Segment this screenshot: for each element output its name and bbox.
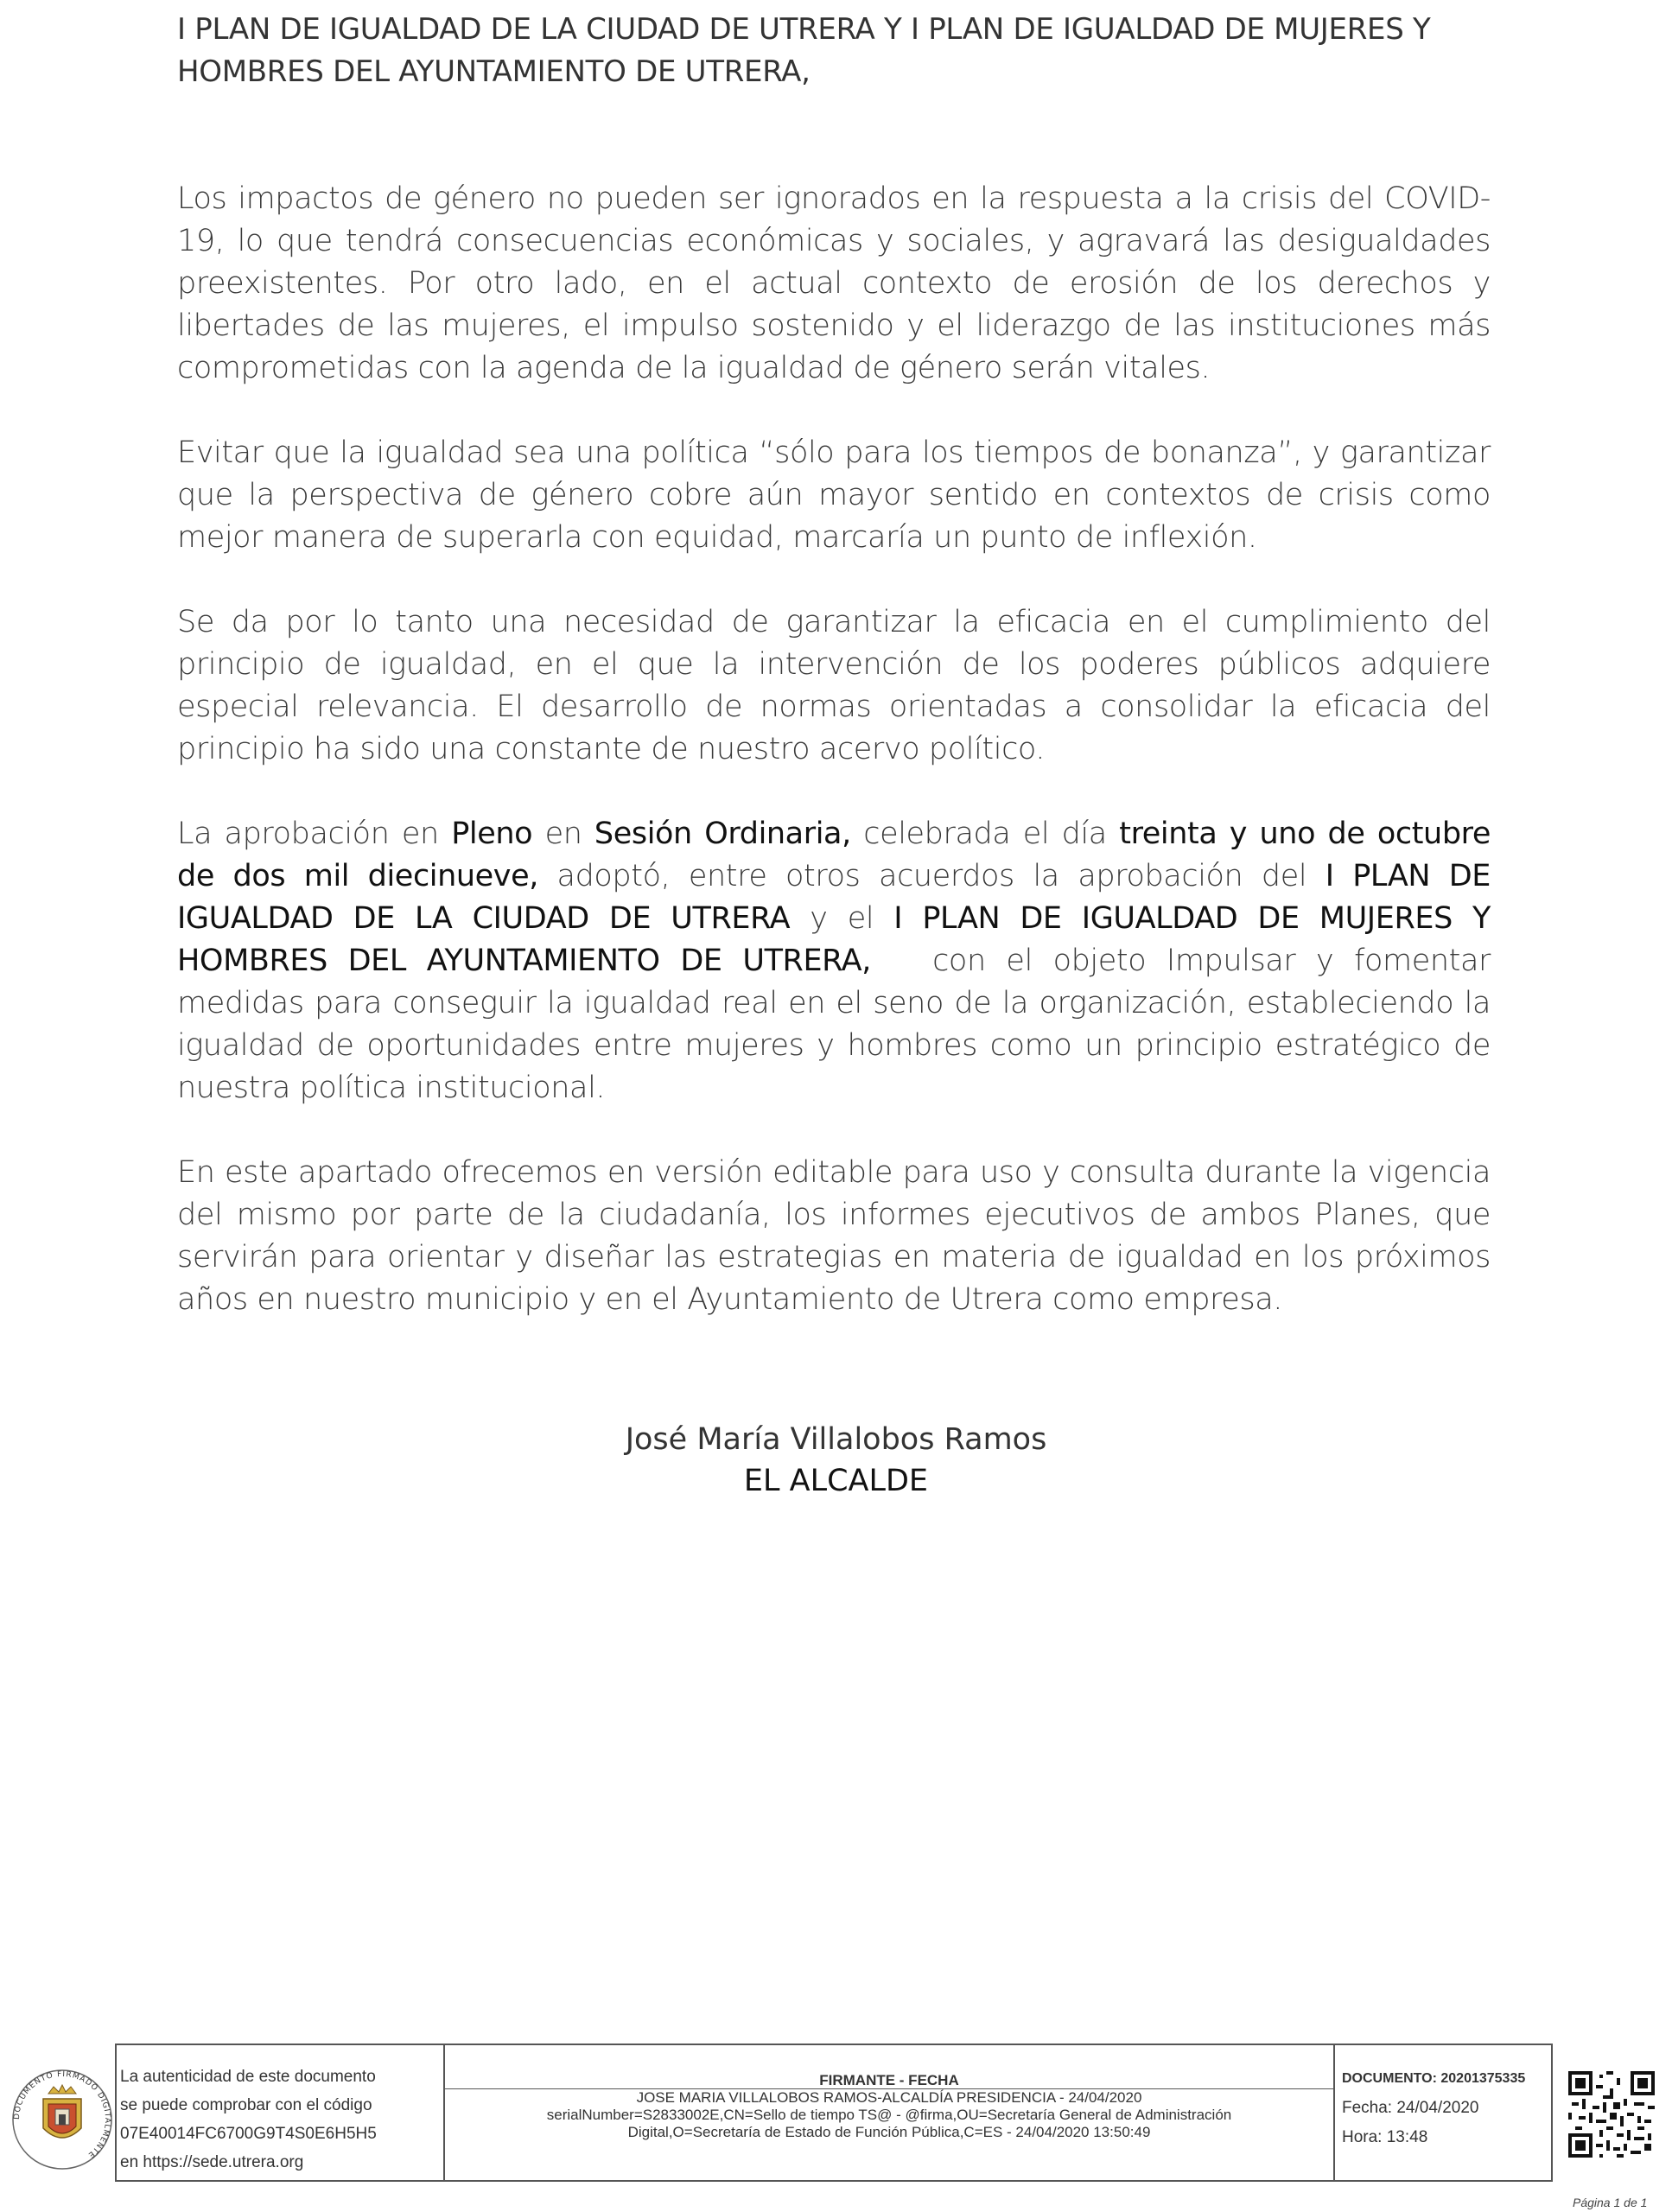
document-info-box [1335,2044,1553,2182]
qr-code-icon [1568,2071,1655,2158]
verification-url[interactable]: en https://sede.utrera.org [120,2153,304,2171]
approval-text-1: La aprobación en [177,817,452,851]
document-date: Fecha: 24/04/2020 [1342,2099,1479,2117]
authenticity-box [115,2044,443,2182]
approval-text-2: en [532,817,594,851]
approval-paragraph [177,813,1500,1109]
document-body [177,9,1500,1363]
document-number: DOCUMENTO: 20201375335 [1342,2071,1526,2086]
signer-line: JOSE MARIA VILLALOBOS RAMOS-ALCALDÍA PRESIDENCIA - 24/04/2020 [636,2089,1142,2106]
paragraph-2: Evitar que la igualdad sea una política “sólo para los tiempos de bonanza”, y garantizar que la perspectiva de género cobre aún mayor sentido en contextos de crisis como mejor manera de superarla con equidad, marcaría un punto de inflexión. [177,435,1491,555]
paragraph-3: Se da por lo tanto una necesidad de garantizar la eficacia en el cumplimiento del principio de igualdad, en el que la intervención de los poderes públicos adquiere especial relevancia. El desarrollo de normas orientadas a consolidar la eficacia del principio ha sido una constante de nuestro acervo político. [177,605,1491,766]
approval-text-5: y el [790,901,894,936]
page-indicator: Página 1 de 1 [1573,2196,1648,2209]
approval-plan-2: I PLAN DE IGUALDAD DE MUJERES Y HOMBRES DEL AYUNTAMIENTO DE UTRERA, [177,901,1491,978]
signer-header: FIRMANTE - FECHA [445,2073,1333,2089]
signature-block [0,1419,1672,1502]
signer-line: serialNumber=S2833002E,CN=Sello de tiempo TS@ - @firma,OU=Secretaría General de Administración [546,2107,1232,2123]
signature-role: EL ALCALDE [743,1464,929,1498]
approval-text-4: adoptó, entre otros acuerdos la aprobación del [537,859,1326,893]
approval-sesion: Sesión Ordinaria, [594,817,851,851]
paragraph-1: Los impactos de género no pueden ser ignorados en la respuesta a la crisis del COVID-19, lo que tendrá consecuencias económicas y sociales, y agravará las desigualdades preexistentes. Por otro lado, en el actual contexto de erosión de los derechos y libertades de las mujeres, el impulso sostenido y el liderazgo de las instituciones más comprometidas con la agenda de la igualdad de género serán vitales. [177,181,1491,385]
seal-text: DOCUMENTO FIRMADO DIGITALMENTE [12,2069,112,2160]
closing-paragraph: En este apartado ofrecemos en versión editable para uso y consulta durante la vigencia del mismo por parte de la ciudadanía, los informes ejecutivos de ambos Planes, que servirán para orientar y diseñar las estrategias en materia de igualdad en los próximos años en nuestro municipio y en el Ayuntamiento de Utrera como empresa. [177,1155,1491,1317]
approval-plan-1: I PLAN DE IGUALDAD DE LA CIUDAD DE UTRERA [177,859,1491,936]
document-title: I PLAN DE IGUALDAD DE LA CIUDAD DE UTRERA Y I PLAN DE IGUALDAD DE MUJERES Y HOMBRES DEL AYUNTAMIENTO DE UTRERA, [177,12,1431,89]
verification-code: 07E40014FC6700G9T4S0E6H5H5 [120,2125,377,2143]
signer-line: Digital,O=Secretaría de Estado de Función Pública,C=ES - 24/04/2020 13:50:49 [627,2124,1151,2140]
signature-footer [0,2044,1672,2212]
city-seal-icon [10,2068,114,2171]
signature-name: José María Villalobos Ramos [625,1422,1047,1457]
approval-text-3: celebrada el día [850,817,1120,851]
signer-box [443,2044,1335,2182]
auth-line: La autenticidad de este documento [120,2068,376,2086]
approval-text-6: con el objeto Impulsar y fomentar medidas para conseguir la igualdad real en el seno de la organización, estableciendo la igualdad de oportunidades entre mujeres y hombres como un principio estratégico de nuestra política institucional. [177,944,1500,1105]
auth-line: se puede comprobar con el código [120,2096,372,2114]
approval-pleno: Pleno [451,817,533,851]
approval-fecha: treinta y uno de octubre de dos mil diecinueve, [177,817,1491,893]
document-time: Hora: 13:48 [1342,2128,1428,2146]
